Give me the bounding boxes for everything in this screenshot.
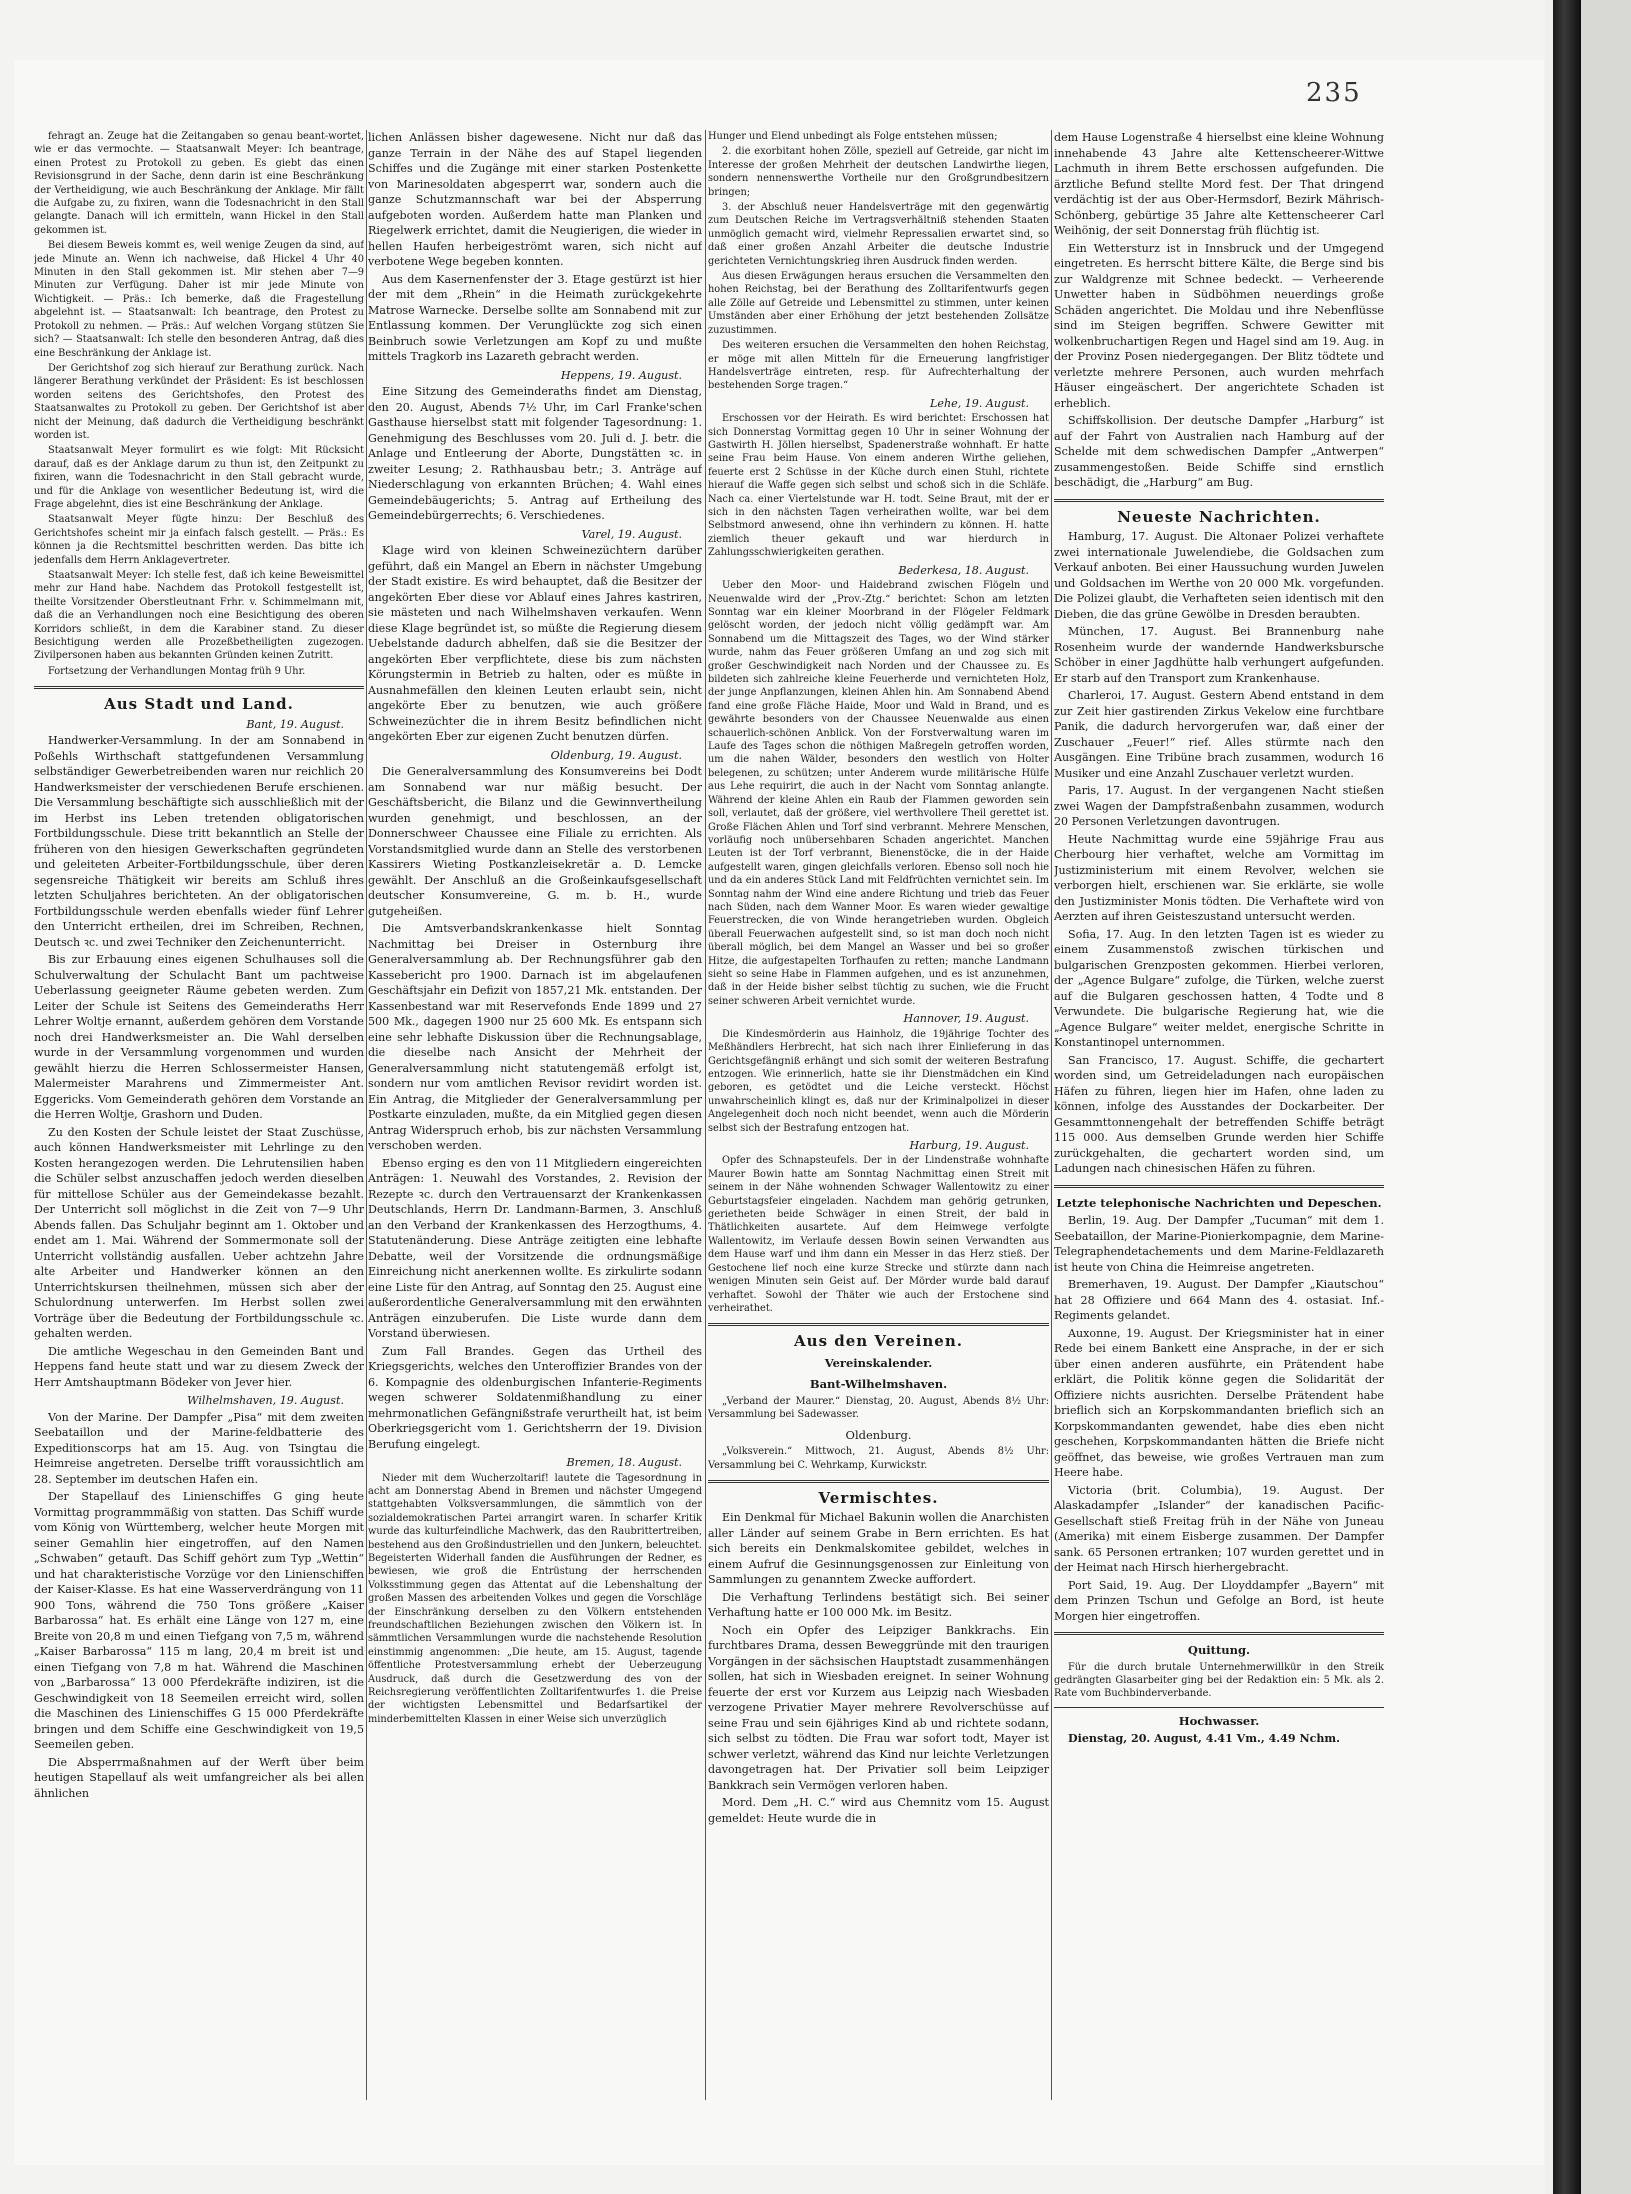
paragraph: Victoria (brit. Columbia), 19. August. Der Alaskadampfer „Islander“ der kanadischen Pacific-Gesellschaft stieß Freitag früh in der Nähe von Juneau (Amerika) mit einem Eisberge zusammen. Der Dampfer sank. 65 Personen ertranken; 107 wurden gerettet und in der Heimat nach Hirsch hierhergebracht.: [1054, 1483, 1384, 1574]
section-divider: [708, 1480, 1049, 1483]
paragraph: Bei diesem Beweis kommt es, weil wenige Zeugen da sind, auf jede Minute an. Wenn ich nachweise, daß Hickel 4 Uhr 40 Minuten in den Stall gekommen ist. Mir stehen aber 7—9 Minuten zur Verfügung. Daher ist mir jede Minute von Wichtigkeit. — Präs.: Ich bemerke, daß die Fragestellung abgelehnt ist. — Staatsanwalt: Ich beantrage, den Protest zu Protokoll zu nehmen. — Präs.: Auf welchen Vorgang stützen Sie sich? — Staatsanwalt: Ich stelle den besonderen Antrag, daß dies eine Beschränkung der Anklage ist.: [34, 240, 364, 359]
paragraph: Eine Sitzung des Gemeinderaths findet am Dienstag, den 20. August, Abends 7½ Uhr, im Carl Franke'schen Gasthause hierselbst statt mit folgender Tagesordnung: 1. Genehmigung des Beschlusses vom 20. Juli d. J. betr. die Anlage und Entleerung der Aborte, Dungstätten ꝛc. in zweiter Lesung; 2. Rathhausbau betr.; 3. Anträge auf Niederschlagung von erkannten Brüchen; 4. Wahl eines Gemeindebäugerichts; 5. Antrag auf Ertheilung des Gemeindebürgerrechts; 6. Verschiedenes.: [368, 385, 702, 522]
paragraph: Der Gerichtshof zog sich hierauf zur Berathung zurück. Nach längerer Berathung verkündet der Präsident: Es ist beschlossen worden seitens des Gerichtshofes, den Protest des Staatsanwaltes zu Protokoll zu geben. Der Gerichtshof ist aber nicht der Meinung, daß dadurch die Vertheidigung beschränkt worden ist.: [34, 362, 364, 441]
section-title: Aus Stadt und Land.: [104, 695, 294, 714]
dateline: Bant, 19. August.: [246, 717, 344, 731]
paragraph: fehragt an. Zeuge hat die Zeitangaben so genau beant-wortet, wie er das vermochte. — Staatsanwalt Meyer: Ich beantrage, einen Protest zu Protokoll zu geben. Es giebt das einen Revisionsgrund in der Sache, denn darin ist eine Beschränkung der Vertheidigung, wie auch Beschränkung der Anklage. Mir fällt die Aufgabe zu, zu fixiren, wann die Todesnachricht in den Stall gelangte. Danach will ich ermitteln, wann Hickel in den Stall gekommen ist.: [34, 131, 364, 236]
paragraph: Ein Denkmal für Michael Bakunin wollen die Anarchisten aller Länder auf seinem Grabe in Bern errichten. Es hat sich bereits ein Denkmalskomitee gebildet, welches in einem Aufruf die Gesinnungsgenossen zur Einleitung von Sammlungen zu genanntem Zwecke auffordert.: [708, 1511, 1049, 1587]
paragraph: 3. der Abschluß neuer Handelsverträge mit den gegenwärtig zum Deutschen Reiche im Vertragsverhältniß stehenden Staaten unmöglich gemacht wird, vielmehr Repressalien erwartet sind, so daß einer großen Anzahl Arbeiter die deutsche Industrie gerichteten Vernichtungskrieg ihren Ausdruck finden werden.: [708, 202, 1049, 267]
paragraph: Der Stapellauf des Linienschiffes G ging heute Vormittag programmmäßig von statten. Das Schiff wurde vom König von Württemberg, welcher heute Morgen mit seiner Gemahlin hier eingetroffen, auf den Namen „Schwaben“ getauft. Das Schiff gehört zum Typ „Wettin“ und hat charakteristische Vorzüge vor den Linienschiffen der Kaiser-Klasse. Es hat eine Wasserverdrängung von 11 900 Tons, während die 750 Tons größere „Kaiser Barbarossa“ hat. Es erhält eine Länge von 127 m, eine Breite von 20,8 m und einen Tiefgang von 7,5 m, während „Kaiser Barbarossa“ 115 m lang, 20,4 m breit ist und einen Tiefgang von 7,8 m hat. Während die Maschinen von „Barbarossa“ 13 000 Pferdekräfte indiziren, ist die Geschwindigkeit von 18 Seemeilen erreicht wird, sollen die Maschinen des Linienschiffes G 15 000 Pferdekräfte bringen und dem Schiffe eine Geschwindigkeit von 19,5 Seemeilen geben.: [34, 1490, 364, 1752]
paragraph: Die Kindesmörderin aus Hainholz, die 19jährige Tochter des Meßhändlers Herbrecht, hat sich nach ihrer Einlieferung in das Gerichtsgefängniß erhängt und sich somit der weiteren Bestrafung entzogen. Wie erinnerlich, hatte sie ihr Dienstmädchen ein Kind geboren, es getödtet und die Leiche versteckt. Höchst unwahrscheinlich klingt es, daß nur der Kriminalpolizei in dieser Angelegenheit doch noch nicht beendet, wenn auch die Mörderin selbst sich der Bestrafung entzogen hat.: [708, 1028, 1049, 1134]
paragraph: Die Absperrmaßnahmen auf der Werft über beim heutigen Stapellauf als weit umfangreicher als bei allen ähnlichen: [34, 1755, 364, 1800]
dateline: Harburg, 19. August.: [909, 1138, 1029, 1152]
paragraph: Heute Nachmittag wurde eine 59jährige Frau aus Cherbourg hier verhaftet, welche am Vormittag im Justizministerium mit einem Revolver, welchen sie verborgen hielt, erschienen war. Sie erklärte, sie wolle den Justizminister Monis tödten. Die Verhaftete wird von Aerzten auf ihren Geisteszustand untersucht werden.: [1054, 832, 1384, 923]
section-title: Neueste Nachrichten.: [1117, 507, 1321, 526]
section-divider: [34, 686, 364, 689]
paragraph: Staatsanwalt Meyer formulirt es wie folgt: Mit Rücksicht darauf, daß es der Anklage darum zu thun ist, den Zeitpunkt zu fixiren, wann die Todesnachricht in den Stall gebracht wurde, und für die Anklage von wesentlicher Bedeutung ist, wird die Frage abgelehnt, dies ist eine Beschränkung der Anklage.: [34, 445, 364, 510]
paragraph: Nieder mit dem Wucherzoltarif! lautete die Tagesordnung in acht am Donnerstag Abend in Bremen und nächster Umgegend stattgehabten Volksversammlungen, die sämmtlich von der sozialdemokratischen Partei arrangirt waren. In scharfer Kritik wurde das kulturfeindliche Machwerk, das den Raubrittertreiben, bestehend aus den Großindustriellen und den Junkern, beleuchtet. Begeisterten Widerhall fanden die Ausführungen der Redner, es bewiesen, wie groß die Entrüstung der herrschenden Volksstimmung gegen das Attentat auf die Lebenshaltung der großen Massen des arbeitenden Volkes und gegen die Vorschläge der Einschränkung derselben zu den Völkern entstehenden freundschaftlichen Beziehungen zwischen den Völkern ist. In sämmtlichen Versammlungen wurde die nachstehende Resolution einstimmig angenommen: „Die heute, am 15. August, tagende öffentliche Protestversammlung erhebt der Ueberzeugung Ausdruck, daß durch die Gesetzwerdung des von der Reichsregierung veröffentlichten Zolltarifentwurfes 1. die Preise der wichtigsten Lebensmittel und Bedarfsartikel der minderbemittelten Klassen in einer Weise sich unverzüglich: [368, 1472, 702, 1725]
paragraph: lichen Anlässen bisher dagewesene. Nicht nur daß das ganze Terrain in der Nähe des auf Stapel liegenden Schiffes und die Zugänge mit einer starken Postenkette von Marinesoldaten abgesperrt war, sondern auch die ganze Schutzmannschaft war bei der Absperrung aufgeboten worden. Außerdem hatte man Planken und Riegelwerk errichtet, damit die Neugierigen, die wieder in hellen Haufen herbeigeströmt waren, sich nicht auf verbotene Wege begeben konnten.: [368, 131, 702, 268]
resolution-continued: [708, 130, 1049, 393]
column-rule: [366, 130, 367, 2100]
paragraph: Des weiteren ersuchen die Versammelten den hohen Reichstag, er möge mit allen Mitteln für die Erneuerung langfristiger Handelsverträge eintreten, resp. für Aufrechterhaltung der bestehenden Sorge tragen.“: [708, 340, 1049, 392]
section-title: Aus den Vereinen.: [794, 1332, 963, 1351]
column-2: [368, 130, 702, 2170]
paragraph: Mord. Dem „H. C.“ wird aus Chemnitz vom 15. August gemeldet: Heute wurde die in: [708, 1796, 1049, 1825]
paragraph: Hamburg, 17. August. Die Altonaer Polizei verhaftete zwei internationale Juwelendiebe, die Goldsachen zum Verkauf anboten. Bei einer Haussuchung wurden Juwelen und Goldsachen im Werthe von 20 000 Mk. vorgefunden. Die Polizei glaubt, die Verhafteten seien identisch mit den Dieben, die das grüne Gewölbe in Dresden beraubten.: [1054, 530, 1384, 621]
paragraph: Die Verhaftung Terlindens bestätigt sich. Bei seiner Verhaftung hatte er 100 000 Mk. im Besitz.: [708, 1590, 1049, 1620]
paragraph: Hunger und Elend unbedingt als Folge entstehen müssen;: [708, 131, 998, 142]
column-3: [708, 130, 1049, 2170]
paragraph: Erschossen vor der Heirath. Es wird berichtet: Erschossen hat sich Donnerstag Vormittag gegen 10 Uhr in seiner Wohnung der Gastwirth H. Jöllen hierselbst, Spadenerstraße wohnhaft. Er hatte seine Frau beim Hause. Von einem anderen Wirthe geliehen, feuerte erst 2 Schüsse in der Küche durch einen Stuhl, richtete hierauf die Waffe gegen sich selbst und schoß sich in die Schläfe. Nach ca. einer Viertelstunde war H. todt. Seine Braut, mit der er sich in den nächsten Tagen verheirathen wollte, war bei dem Selbstmord anwesend, ohne ihn verhindern zu können. H. hatte ziemlich theuer gekauft und war hierdurch in Zahlungsschwierigkeiten gerathen.: [708, 413, 1049, 559]
paragraph: Ein Wettersturz ist in Innsbruck und der Umgegend eingetreten. Es herrscht bittere Kälte, die Berge sind bis zur Waldgrenze mit Schnee bedeckt. — Verheerende Unwetter haben in Südböhmen neuerdings große Schäden angerichtet. Die Moldau und ihre Nebenflüsse sind im Steigen begriffen. Schwere Gewitter mit wolkenbruchartigen Regen und Hagel sind am 19. Aug. in der Provinz Posen niedergegangen. Der Blitz tödtete und verletzte mehrere Personen, auch wurden mehrfach Häuser eingeäschert. Der angerichtete Schaden ist erheblich.: [1054, 241, 1384, 410]
column-rule: [1051, 130, 1052, 2100]
paragraph: dem Hause Logenstraße 4 hierselbst eine kleine Wohnung innehabende 43 Jahre alte Kettenscheerer-Wittwe Lachmuth in ihrem Bette erschossen aufgefunden. Die ärztliche Befund stellte Mord fest. Der That dringend verdächtig ist der aus Ober-Hermsdorf, Bezirk Mährisch-Schönberg, gebürtige 35 Jahre alte Kettenscheerer Carl Weihönig, der seit Donnerstag früh flüchtig ist.: [1054, 131, 1384, 237]
paragraph: Staatsanwalt Meyer fügte hinzu: Der Beschluß des Gerichtshofes scheint mir ja einfach falsch gestellt. — Präs.: Es können ja die Rechtsmittel beschritten werden. Das bitte ich jedenfalls dem Herrn Anklagevertreter.: [34, 514, 364, 566]
section-divider: [708, 1323, 1049, 1326]
paragraph: Die amtliche Wegeschau in den Gemeinden Bant und Heppens fand heute statt und war zu diesem Zweck der Herr Amtshauptmann Bödeker von Jever hier.: [34, 1344, 364, 1389]
dateline: Varel, 19. August.: [581, 527, 682, 541]
paragraph: Paris, 17. August. In der vergangenen Nacht stießen zwei Wagen der Dampfstraßenbahn zusammen, wodurch 20 Personen Verletzungen davontrugen.: [1054, 784, 1384, 828]
paragraph: Klage wird von kleinen Schweinezüchtern darüber geführt, daß ein Mangel an Ebern in nächster Umgebung der Stadt existire. Es wird behauptet, daß die Besitzer der angekörten Eber diese vor Ablauf eines Jahres kastriren, sie mästeten und nach Wilhelmshaven verkaufen. Wenn diese Klage begründet ist, so müßte die Regierung diesem Uebelstande dadurch abhelfen, daß sie die Besitzer der angekörten Eber verpflichtete, diese bis zum nächsten Körungstermin in Betrieb zu halten, oder es müßte in Ausnahmefällen den kleinen Leuten erlaubt sein, nicht angekörte Eber zu benutzen, wie auch größere Schweinezüchter die in ihrem Besitz befindlichen nicht angekörten Eber zur eigenen Zucht benutzen dürfen.: [368, 544, 702, 743]
binding-edge: [1553, 0, 1581, 2194]
paragraph: Handwerker-Versammlung. In der am Sonnabend in Poßehls Wirthschaft stattgefundenen Versammlung selbständiger Gewerbetreibenden waren nur reichlich 20 Handwerksmeister der verschiedenen Berufe erschienen. Die Versammlung beschäftigte sich ausschließlich mit der im Herbst ins Leben tretenden obligatorischen Fortbildungsschule. Diese tritt bekanntlich an Stelle der früheren von den hiesigen Gewerkschaften gegründeten und geleiteten Arbeiter-Fortbildungsschule, über deren segensreiche Thätigkeit wir bereits am Schluß ihres letzten Schuljahres berichteten. An der obligatorischen Fortbildungsschule werden ebenfalls wieder fünf Lehrer den Unterricht ertheilen, drei im Schreiben, Rechnen, Deutsch ꝛc. und zwei Techniker den Zeichenunterricht.: [34, 734, 364, 949]
paragraph: Von der Marine. Der Dampfer „Pisa“ mit dem zweiten Seebataillon und der Marine-feldbatterie des Expeditionscorps hat am 15. Aug. von Tsingtau die Heimreise angetreten. Derselbe trifft voraussichtlich am 28. September im deutschen Hafen ein.: [34, 1410, 364, 1486]
paragraph: Die Amtsverbandskrankenkasse hielt Sonntag Nachmittag bei Dreiser in Osternburg ihre Generalversammlung ab. Der Rechnungsführer gab den Kassebericht pro 1900. Darnach ist im abgelaufenen Geschäftsjahr ein Defizit von 1857,21 Mk. entstanden. Der Kassenbestand war mit Reservefonds Ende 1899 und 27 500 Mk., dagegen 1900 nur 25 600 Mk. Es entspann sich eine sehr lebhafte Diskussion über die Rechnungsablage, die dieselbe nach Ansicht der Mehrheit der Generalversammlung nicht statutengemäß erfolgt ist, sondern nur vom amtlichen Revisor revidirt worden ist. Ein Antrag, die Mitglieder der Generalversammlung per Postkarte einzuladen, mußte, da ein Mitglied gegen diesen Antrag Widerspruch erhob, bis zur nächsten Versammlung verschoben werden.: [368, 922, 702, 1152]
paragraph: Fortsetzung der Verhandlungen Montag früh 9 Uhr.: [48, 665, 306, 677]
paragraph: Opfer des Schnapsteufels. Der in der Lindenstraße wohnhafte Maurer Bowin hatte am Sonntag Nachmittag einen Streit mit seinem in der Nähe wohnenden Schwager Wallentowitz zu einer Geburtstagsfeier eingeladen. Nachdem man gehörig getrunken, gerietheten beide Schwäger in einen Streit, der bald in Thätlichkeiten ausartete. Auf dem Heimwege verfolgte Wallentowitz, im Verlaufe dessen Bowin seinen Verwandten aus dem Hause warf und ihm dann ein Messer in das Herz stieß. Der Gestochene lief noch eine kurze Strecke und stürzte dann nach wenigen Minuten sein Geist auf. Der Mörder wurde bald darauf verhaftet. Sowohl der Thäter wie auch der Erstochene sind verheirathet.: [708, 1155, 1049, 1314]
dateline: Hannover, 19. August.: [903, 1012, 1029, 1026]
subsection-title: Bant-Wilhelmshaven.: [809, 1377, 948, 1392]
section-divider: [1054, 1707, 1384, 1708]
section-divider: [1054, 1185, 1384, 1188]
dateline: Wilhelmshaven, 19. August.: [187, 1394, 344, 1408]
section-divider: [1054, 1632, 1384, 1635]
dateline: Heppens, 19. August.: [560, 368, 682, 382]
paragraph: Zu den Kosten der Schule leistet der Staat Zuschüsse, auch können Handwerksmeister mit Lehrlinge zu den Kosten herangezogen werden. Die Lehrutensilien haben die Schüler selbst anzuschaffen jedoch werden dieselben für mittellose Schüler aus der Gemeindekasse bezahlt. Der Unterricht soll möglichst in die Zeit von 7—9 Uhr Abends fallen. Das Schuljahr beginnt am 1. Oktober und endet am 1. Mai. Während der Sommermonate soll der Unterricht vollständig ausfallen. Ueber achtzehn Jahre alte Arbeiter und Handwerker können an den Unterrichtskursen theilnehmen, müssen sich aber der Schulordnung unterwerfen. Im Herbst sollen zwei Vorträge über die Bedeutung der Fortbildungsschule ꝛc. gehalten werden.: [34, 1125, 364, 1341]
paragraph: Staatsanwalt Meyer: Ich stelle fest, daß ich keine Beweismittel mehr zur Hand habe. Nachdem das Protokoll festgestellt ist, theilte Vorsitzender Oberstleutnant Frhr. v. Schimmelmann mit, daß die an Verhandlungen noch eine Besichtigung des oberen Korridors schließt, in dem die Karabiner stand. Zu dieser Besichtigung werden alle Prozeßbetheiligten zugezogen. Zivilpersonen haben aus bekannten Gründen keinen Zutritt.: [34, 570, 364, 662]
paragraph: Auxonne, 19. August. Der Kriegsminister hat in einer Rede bei einem Bankett eine Ansprache, in der er sich über einen anderen ausführte, ein Prätendent habe erklärt, die Politik könne gegen die Solidarität der Offiziere nichts ausrichten. Derselbe Prätendent habe brieflich sich an Korpskommandanten brieflich sich an Korpskommandanten gewendet, habe dies eben nicht geschehen, Korpskommandanten hätten die Briefe nicht geöffnet, das beweise, wie großes Vertrauen man zum Heere habe.: [1054, 1326, 1384, 1479]
paragraph: San Francisco, 17. August. Schiffe, die gechartert worden sind, um Getreideladungen nach europäischen Häfen zu führen, liegen hier im Hafen, ohne laden zu können, infolge des Ausstandes der Dockarbeiter. Der Gesammttonnengehalt der betreffenden Schiffe beträgt 115 000. Aus demselben Grunde werden hier Schiffe zurückgehalten, die gechartert worden sind, um Ladungen nach chinesischen Häfen zu führen.: [1054, 1053, 1384, 1175]
column-4: [1054, 130, 1384, 2170]
dateline: Bremen, 18. August.: [566, 1456, 682, 1469]
section-divider: [1054, 499, 1384, 502]
paragraph: Für die durch brutale Unternehmerwillkür in den Streik gedrängten Glasarbeiter ging bei der Redaktion ein: 5 Mk. als 2. Rate vom Buchbinderverbande.: [1054, 1661, 1384, 1700]
section-title: Letzte telephonische Nachrichten und Depeschen.: [1056, 1195, 1382, 1210]
dateline: Lehe, 19. August.: [930, 396, 1029, 410]
section-title: Hochwasser.: [1178, 1713, 1260, 1728]
trial-report: [34, 130, 364, 678]
paragraph: Zum Fall Brandes. Gegen das Urtheil des Kriegsgerichts, welches den Unteroffizier Brandes von der 6. Kompagnie des oldenburgischen Infanterie-Regiments wegen schwerer Soldatenmißhandlung zu einer mehrmonatlichen Gefängnißstrafe verurtheilt hat, ist beim Oberkriegsgericht vom 1. Gerichtsherrn der 19. Division Berufung eingelegt.: [368, 1344, 702, 1451]
paragraph: Ebenso erging es den von 11 Mitgliedern eingereichten Anträgen: 1. Neuwahl des Vorstandes, 2. Revision der Rezepte ꝛc. durch den Vertrauensarzt der Krankenkassen Deutschlands, Herrn Dr. Landmann-Barmen, 3. Anschluß an den Verband der Krankenkassen des Herzogthums, 4. Statutenänderung. Diese Anträge zeitigten eine lebhafte Debatte, weil der Vorsitzende die ordnungsmäßige Einreichung nicht anerkennen wollte. Es zirkulirte sodann eine Liste für den Antrag, auf Sonntag den 25. August eine außerordentliche Generalversammlung mit den erwähnten Anträgen einzuberufen. Die Liste wurde dann dem Vorstand überwiesen.: [368, 1156, 702, 1340]
paragraph: Berlin, 19. Aug. Der Dampfer „Tucuman“ mit dem 1. Seebataillon, der Marine-Pionierkompagnie, dem Marine-Telegraphendetachements und dem Marine-Feldlazareth ist heute von China die Heimreise angetreten.: [1054, 1214, 1384, 1274]
paragraph: Port Said, 19. Aug. Der Lloyddampfer „Bayern“ mit dem Prinzen Tschun und Gefolge an Bord, ist heute Morgen hier eingetroffen.: [1054, 1578, 1384, 1623]
dateline: Bederkesa, 18. August.: [898, 563, 1029, 577]
paragraph: Schiffskollision. Der deutsche Dampfer „Harburg“ ist auf der Fahrt von Australien nach Hamburg auf der Schelde mit dem schwedischen Dampfer „Antwerpen“ zusammengestoßen. Beide Schiffe sind ernstlich beschädigt, die „Harburg“ am Bug.: [1054, 414, 1384, 489]
paragraph: Sofia, 17. Aug. In den letzten Tagen ist es wieder zu einem Zusammenstoß zwischen türkischen und bulgarischen Grenzposten gekommen. Hierbei verloren, der „Agence Bulgare“ zufolge, die Türken, welche zuerst auf die Bulgaren geschossen hatten, 4 Todte und 8 Verwundete. Die bulgarische Regierung hat, wie die „Agence Bulgare“ weiter meldet, energische Schritte in Konstantinopel unternommen.: [1054, 927, 1384, 1049]
paragraph: „Verband der Maurer.“ Dienstag, 20. August, Abends 8½ Uhr: Versammlung bei Sadewasser.: [708, 1395, 1049, 1421]
paragraph: Aus dem Kasernenfenster der 3. Etage gestürzt ist hier der mit dem „Rhein“ in die Heimath zurückgekehrte Matrose Warnecke. Derselbe sollte am Sonnabend mit zur Entlassung kommen. Der Verunglückte zog sich einen Beinbruch sowie Verletzungen am Kopf zu und mußte mittels Tragkorb ins Lazareth gebracht werden.: [368, 272, 702, 363]
paragraph: München, 17. August. Bei Brannenburg nahe Rosenheim wurde der wandernde Handwerksbursche Schöber in einer Jagdhütte halb verhungert aufgefunden. Er starb auf den Transport zum Krankenhause.: [1054, 625, 1384, 685]
subsection-title: Oldenburg.: [845, 1427, 912, 1442]
paragraph: Die Generalversammlung des Konsumvereins bei Dodt am Sonnabend war nur mäßig besucht. Der Geschäftsbericht, die Bilanz und die Gewinnvertheilung wurden genehmigt, und beschlossen, an der Donnerschweer Chaussee eine Filiale zu errichten. Als Vorstandsmitglied wurde dann an Stelle des verstorbenen Kassirers Wieting Postkanzleisekretär a. D. Lemcke gewählt. Der Anschluß an die Großeinkaufsgesellschaft deutscher Konsumvereine, G. m. b. H., wurde gutgeheißen.: [368, 765, 702, 918]
paragraph: Bremerhaven, 19. August. Der Dampfer „Kiautschou“ hat 28 Offiziere und 664 Mann des 4. ostasiat. Inf.-Regiments gelandet.: [1054, 1278, 1384, 1322]
paragraph: Noch ein Opfer des Leipziger Bankkrachs. Ein furchtbares Drama, dessen Beweggründe mit den traurigen Vorgängen in der sächsischen Hauptstadt zusammenhängen sollen, hat sich in Wiesbaden ereignet. In seiner Wohnung feuerte der erst vor Kurzem aus Leipzig nach Wiesbaden verzogene Privatier Mayer mehrere Revolverschüsse auf seine Frau und sein 6jähriges Kind ab und richtete sodann, sich selbst zu tödten. Die Frau war sofort todt, Mayer ist schwer verletzt, während das Kind nur leichte Verletzungen davongetragen hat. Der Privatier soll beim Leipziger Bankkrach sein Vermögen verloren haben.: [708, 1623, 1049, 1792]
column-1: [34, 130, 364, 2170]
paragraph: Charleroi, 17. August. Gestern Abend entstand in dem zur Zeit hier gastirenden Zirkus Vekelow eine furchtbare Panik, die dadurch hervorgerufen war, daß einer der Zuschauer „Feuer!“ rief. Alles stürmte nach den Ausgängen. Eine Tribüne brach zusammen, wodurch 16 Musiker und eine Anzahl Zuschauer verletzt wurden.: [1054, 689, 1384, 780]
dateline: Oldenburg, 19. August.: [550, 748, 682, 762]
column-rule: [705, 130, 706, 2100]
section-title: Quittung.: [1187, 1643, 1251, 1657]
scan-border: [1581, 0, 1631, 2194]
paragraph: Bis zur Erbauung eines eigenen Schulhauses soll die Schulverwaltung der Schulacht Bant um pachtweise Ueberlassung geeigneter Räume gebeten werden. Zum Leiter der Schule ist Seitens des Gemeinderaths Herr Lehrer Woltje ernannt, außerdem gehören dem Vorstande noch drei Handwerksmeister an. Die Wahl derselben wurde in der Versammlung vorgenommen und wurden gewählt hierzu die Herren Schlossermeister Hansen, Malermeister Marahrens und Zimmermeister Ant. Eggericks. Vom Gemeinderath gehören dem Vorstande an die Herren Woltje, Grashorn und Duden.: [34, 953, 364, 1122]
paragraph: 2. die exorbitant hohen Zölle, speziell auf Getreide, gar nicht im Interesse der großen Mehrheit der deutschen Landwirthe liegen, sondern nennenswerthe Vortheile nur den Großgrundbesitzern bringen;: [708, 146, 1049, 198]
section-title: Vermischtes.: [818, 1488, 939, 1507]
paragraph: Ueber den Moor- und Haidebrand zwischen Flögeln und Neuenwalde wird der „Prov.-Ztg.“ berichtet: Schon am letzten Sonntag war ein kleiner Moorbrand in der Flögeler Feldmark gelöscht worden, der jedoch nicht völlig gedämpft war. Am Sonnabend um die Mittagszeit des Tages, wo der Wind stärker wurde, nahm das Feuer größeren Umfang an und zog sich mit großer Geschwindigkeit nach Norden und der Chaussee zu. Es bildeten sich zahlreiche kleine Feuerherde und vernichteten Holz, der junge Anpflanzungen, kleinen Ahlen hin. Am Sonnabend Abend fand eine große Fläche Haide, Moor und Wald in Brand, und es gewährte besonders von der Chaussee Neuenwalde aus einen schauerlich-schönen Anblick. Von der Forstverwaltung waren im Laufe des Tages schon die nöthigen Maßregeln getroffen worden, um die nahen Wälder, besonders den westlich von Holter belegenen, zu schützen; unter Anderem wurde militärische Hülfe aus Lehe requirirt, die auch in der Nacht vom Sonntag anlangte. Während der kleine Ahlen ein Raub der Flammen geworden sein soll, verlautet, daß der größere, viel werthvollere Theil gerettet ist. Große Flächen Ahlen und Torf sind verbrannt. Mehrere Menschen, vorläufig noch unübersehbaren Schaden angerichtet. Manchen Leuten ist der Torf verbrannt, Bienenstöcke, die in der Haide aufgestellt waren, gingen gleichfalls verloren. Ebenso soll noch hie und da ein anderes Stück Land mit Feldfrüchten vernichtet sein. Im Sonntag nahm der Wind eine andere Richtung und trieb das Feuer nach Süden, nach dem Wanner Moor. Es waren wieder gewaltige Feuerstrecken, die von Winde herangetrieben wurden. Obgleich überall Feuerwachen aufgestellt sind, so ist man doch noch nicht überall möglich, bei dem Mangel an Wasser und bei so großer Hitze, die aufgestapelten Torfhaufen zu retten; manche Landmann sieht so seine Habe in Flammen aufgehen, und es ist anzunehmen, daß in der Heide bisher selbst tüchtig zu suchen, wie die Frucht seiner schweren Arbeit vernichtet wurde.: [708, 580, 1049, 1007]
tide-times: Dienstag, 20. August, 4.41 Vm., 4.49 Nchm.: [1068, 1732, 1341, 1746]
paragraph: Aus diesen Erwägungen heraus ersuchen die Versammelten den hohen Reichstag, bei der Berathung des Zolltarifentwurfs gegen alle Zölle auf Getreide und Lebensmittel zu stimmen, unter keinen Umständen aber einer Erhöhung der jetzt bestehenden Zollsätze zuzustimmen.: [708, 271, 1049, 336]
subsection-title: Vereinskalender.: [824, 1355, 933, 1370]
paragraph: „Volksverein.“ Mittwoch, 21. August, Abends 8½ Uhr: Versammlung bei C. Wehrkamp, Kurwickstr.: [708, 1446, 1049, 1471]
page-number: 235: [1306, 78, 1362, 108]
